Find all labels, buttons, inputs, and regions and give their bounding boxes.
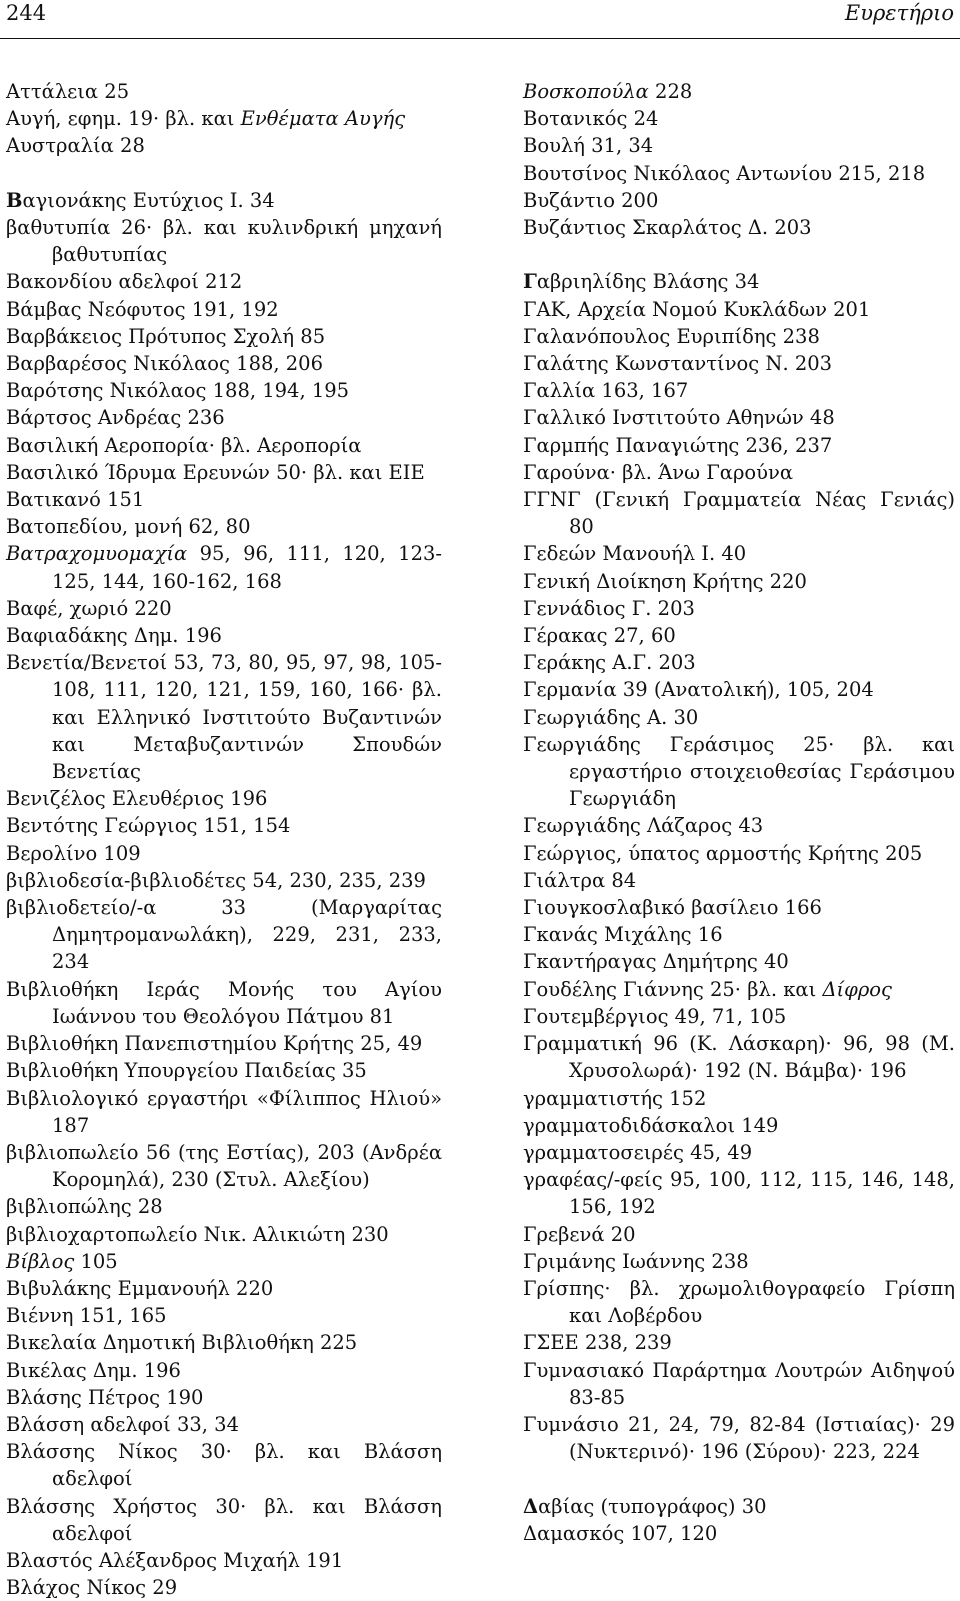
index-entry [6,377,442,404]
index-entry [6,187,442,214]
index-entry-text: Γρεβενά 20 [523,1222,636,1246]
index-entry [523,840,955,867]
index-entry-text: Βουτσίνος Νικόλαος Αντωνίου 215, 218 [523,161,926,185]
index-entry-text: Γυμνασιακό Παράρτημα Λουτρών Αιδηψού 83-85 [523,1358,955,1409]
index-entry [6,296,442,323]
index-entry [523,132,955,159]
index-entry-text: βιβλιοπωλείο 56 (της Εστίας), 203 (Ανδρέα Κορομηλά), 230 (Στυλ. Αλεξίου) [6,1140,442,1192]
index-entry-text: Γκανάς Μιχάλης 16 [523,923,723,947]
index-entry [6,1357,442,1384]
header-rule [0,38,960,39]
index-entry [523,812,955,839]
section-gap [523,241,955,268]
index-entry [523,432,955,459]
index-entry [523,867,955,894]
index-entry [523,78,955,105]
index-entry [523,1166,955,1220]
index-entry-text: Βλάσης Πέτρος 190 [6,1385,204,1409]
index-entry-text: αβίας (τυπογράφος) 30 [538,1494,767,1518]
index-entry-text: 105 [74,1249,118,1273]
index-entry [523,1221,955,1248]
index-entry-text: Δ [523,1494,539,1518]
index-entry-text: Βυζάντιο 200 [523,188,659,212]
index-entry-text: Γεράκης Α.Γ. 203 [523,651,696,675]
index-entry [6,785,442,812]
index-entry [523,676,955,703]
index-entry-text: Γενική Διοίκηση Κρήτης 220 [523,569,807,593]
index-entry [523,1112,955,1139]
index-entry-text: βαθυτυπία 26· βλ. και κυλινδρική μηχανή βαθυτυπίας [6,216,442,267]
index-entry [6,1493,442,1547]
page-header [6,0,954,40]
index-entry-text: Αττάλεια 25 [6,80,130,103]
index-entry-text: Γρίσπης· βλ. χρωμολιθογραφείο Γρίσπη και Λοβέρδου [523,1276,955,1328]
index-entry [523,1493,955,1520]
index-entry [6,1302,442,1329]
index-entry-text: Γεωργιάδης Γεράσιμος 25· βλ. και εργαστήριο στοιχειοθεσίας Γεράσιμου Γεωργιάδη [523,732,955,811]
index-entry [6,649,442,785]
index-entry-text: Ενθέματα Αυγής [240,107,406,131]
index-entry-text: Γεωργιάδης Λάζαρος 43 [523,814,764,838]
index-entry-text: Βατοπεδίου, μονή 62, 80 [6,515,251,539]
index-entry-text: 95, 96, 111, 120, 123-125, 144, 160-162, 168 [52,542,442,593]
index-entry-text: Βιβυλάκης Εμμανουήλ 220 [6,1276,274,1300]
index-entry [523,1520,955,1547]
index-entry [6,432,442,459]
index-entry [6,1139,442,1193]
index-entry [523,1030,955,1084]
index-entry [6,1384,442,1411]
index-entry-text: Γαλανόπουλος Ευριπίδης 238 [523,324,820,348]
index-entry [523,350,955,377]
index-entry [523,540,955,567]
index-entry [523,1248,955,1275]
index-column-right [523,78,955,1547]
section-gap [6,160,442,187]
index-entry [6,459,442,486]
index-entry-text: γραμματοσειρές 45, 49 [523,1140,753,1164]
index-entry-text: γραμματοδιδάσκαλοι 149 [523,1113,779,1137]
index-entry-text: Γ [523,270,537,294]
index-entry [523,649,955,676]
index-entry [523,323,955,350]
index-entry [523,160,955,187]
index-entry-text: Γυμνάσιο 21, 24, 79, 82-84 (Ιστιαίας)· 29 (Νυκτερινό)· 196 (Σύρου)· 223, 224 [523,1412,955,1464]
index-entry-text: Γέρακας 27, 60 [523,624,676,648]
index-entry [6,1248,442,1275]
index-entry [523,214,955,241]
index-entry-text: Γαλάτης Κωνσταντίνος Ν. 203 [523,352,833,376]
index-entry [6,1574,442,1601]
index-entry-text: βιβλιοδεσία-βιβλιοδέτες 54, 230, 235, 239 [6,868,426,892]
index-entry [6,350,442,377]
index-entry-text: Βίβλος [6,1249,75,1273]
index-entry [6,1193,442,1220]
index-entry-text: Γιουγκοσλαβικό βασίλειο 166 [523,896,822,920]
index-entry [6,132,442,159]
index-entry-text: Αυστραλία 28 [6,134,145,158]
index-entry [523,486,955,540]
index-entry [6,1221,442,1248]
index-entry-text: Γουτεμβέργιος 49, 71, 105 [523,1004,787,1028]
index-entry-text: Βασιλικό Ίδρυμα Ερευνών 50· βλ. και ΕΙΕ [6,460,425,484]
index-entry [6,1411,442,1438]
index-entry [6,812,442,839]
index-entry [6,513,442,540]
index-entry-text: Γαλλικό Ινστιτούτο Αθηνών 48 [523,406,835,430]
index-entry-text: Γαρούνα· βλ. Άνω Γαρούνα [523,460,794,484]
index-entry [523,187,955,214]
index-entry-text: Βιβλιολογικό εργαστήρι «Φίλιππος Ηλιού» 187 [6,1086,442,1137]
index-entry-text: Γεώργιος, ύπατος αρμοστής Κρήτης 205 [523,841,923,865]
index-entry-text: Βοτανικός 24 [523,107,659,131]
index-entry [523,704,955,731]
index-entry [6,105,442,132]
index-entry [523,377,955,404]
index-entry-text: Βαφέ, χωριό 220 [6,596,172,620]
index-entry [6,1329,442,1356]
index-entry [6,540,442,594]
index-entry [523,1411,955,1465]
index-entry-text: Βιβλιοθήκη Υπουργείου Παιδείας 35 [6,1059,367,1083]
index-entry [6,622,442,649]
index-entry [6,1547,442,1574]
index-entry-text: ΓΣΕΕ 238, 239 [523,1331,672,1355]
index-entry [523,921,955,948]
running-title: Ευρετήριο [844,1,954,25]
index-entry-text: Βακονδίου αδελφοί 212 [6,270,243,294]
index-entry [523,568,955,595]
index-entry-text: Γουδέλης Γιάννης 25· βλ. και [523,977,823,1001]
index-entry [6,78,442,105]
index-entry [6,976,442,1030]
index-entry [6,1085,442,1139]
index-entry-text: Βαφιαδάκης Δημ. 196 [6,624,222,648]
page-number: 244 [6,1,47,25]
index-entry [523,1357,955,1411]
index-entry-text: Γριμάνης Ιωάννης 238 [523,1249,749,1273]
index-entry-text: ΓΑΚ, Αρχεία Νομού Κυκλάδων 201 [523,297,871,321]
index-entry [523,595,955,622]
index-entry [6,595,442,622]
section-gap [523,1465,955,1492]
index-entry-text: βιβλιοχαρτοπωλείο Νικ. Αλικιώτη 230 [6,1222,389,1246]
index-entry-text: αγιονάκης Ευτύχιος Ι. 34 [22,188,275,212]
index-column-left [6,78,442,1601]
index-entry-text: Βάρτσος Ανδρέας 236 [6,406,225,430]
index-entry-text: Δαμασκός 107, 120 [523,1521,718,1545]
index-entry-text: γραμματιστής 152 [523,1086,707,1110]
index-entry [6,323,442,350]
index-entry [6,894,442,976]
index-entry [6,1275,442,1302]
index-entry [523,731,955,813]
index-entry [6,840,442,867]
index-entry [523,404,955,431]
index-entry-text: Βιέννη 151, 165 [6,1304,167,1328]
index-entry [523,1085,955,1112]
index-entry-text: Γιάλτρα 84 [523,868,637,892]
index-entry [523,622,955,649]
index-entry-text: Βαρβαρέσος Νικόλαος 188, 206 [6,352,323,376]
index-entry [6,268,442,295]
index-entry-text: Βικελαία Δημοτική Βιβλιοθήκη 225 [6,1331,358,1355]
index-entry-text: Βεντότης Γεώργιος 151, 154 [6,814,291,838]
index-entry-text: Βατραχομυομαχία [6,542,188,566]
index-entry-text: ΓΓΝΓ (Γενική Γραμματεία Νέας Γενιάς) 80 [523,488,955,539]
index-entry [523,268,955,295]
index-entry-text: Βυζάντιος Σκαρλάτος Δ. 203 [523,216,812,240]
index-entry-text: Αυγή, εφημ. 19· βλ. και [6,107,241,131]
index-entry [6,867,442,894]
index-entry-text: Γεδεών Μανουήλ Ι. 40 [523,542,747,566]
index-entry-text: Βαρότσης Νικόλαος 188, 194, 195 [6,379,350,403]
index-entry-text: Δίφρος [822,977,892,1001]
index-entry [523,976,955,1003]
index-entry [523,894,955,921]
index-entry-text: Βατικανό 151 [6,488,145,512]
index-entry [523,1329,955,1356]
index-entry-text: γραφέας/-φείς 95, 100, 112, 115, 146, 148, 156, 192 [523,1168,955,1219]
index-entry [6,486,442,513]
index-entry-text: βιβλιοπώλης 28 [6,1195,163,1219]
index-entry-text: Βιβλιοθήκη Ιεράς Μονής του Αγίου Ιωάννου του Θεολόγου Πάτμου 81 [6,977,442,1028]
index-entry-text: Βλάσση αδελφοί 33, 34 [6,1412,239,1436]
index-entry-text: Βλαστός Αλέξανδρος Μιχαήλ 191 [6,1548,344,1572]
index-entry [6,1057,442,1084]
index-entry-text: Βιβλιοθήκη Πανεπιστημίου Κρήτης 25, 49 [6,1032,423,1056]
index-entry [523,1275,955,1329]
index-entry-text: Βικέλας Δημ. 196 [6,1358,181,1382]
index-entry-text: Βενιζέλος Ελευθέριος 196 [6,787,268,811]
index-entry [6,214,442,268]
index-entry-text: Βλάσσης Χρήστος 30· βλ. και Βλάσση αδελφοί [6,1494,442,1545]
index-entry-text: Βαρβάκειος Πρότυπος Σχολή 85 [6,324,326,348]
index-entry-text: Βερολίνο 109 [6,841,141,865]
index-entry [6,1438,442,1492]
index-entry [523,1139,955,1166]
index-entry [6,404,442,431]
index-entry-text: Γαρμπής Παναγιώτης 236, 237 [523,433,833,457]
index-entry [523,105,955,132]
index-entry [523,1003,955,1030]
index-entry [523,296,955,323]
index-entry-text: Βουλή 31, 34 [523,134,654,158]
index-entry-text: Βλάχος Νίκος 29 [6,1576,178,1600]
index-entry-text: Γεωργιάδης Α. 30 [523,705,699,729]
index-entry-text: Γεννάδιος Γ. 203 [523,596,695,620]
index-entry [523,459,955,486]
index-entry [6,1030,442,1057]
index-entry-text: Γαλλία 163, 167 [523,379,689,403]
index-entry-text: Β [6,188,23,212]
index-entry-text: Βλάσσης Νίκος 30· βλ. και Βλάσση αδελφοί [6,1440,442,1491]
index-entry [523,948,955,975]
index-entry-text: Βασιλική Αεροπορία· βλ. Αεροπορία [6,433,362,457]
index-entry-text: Γραμματική 96 (Κ. Λάσκαρη)· 96, 98 (Μ. Χρυσολωρά)· 192 (Ν. Βάμβα)· 196 [523,1032,955,1083]
index-entry-text: βιβλιοδετείο/-α 33 (Μαργαρίτας Δημητρομανωλάκη), 229, 231, 233, 234 [6,896,442,974]
index-entry-text: Γερμανία 39 (Ανατολική), 105, 204 [523,678,874,702]
index-entry-text: Γκαντήραγας Δημήτρης 40 [523,950,789,974]
index-entry-text: αβριηλίδης Βλάσης 34 [536,270,760,294]
index-entry-text: Βοσκοπούλα [523,80,649,103]
index-entry-text: Βενετία/Βενετοί 53, 73, 80, 95, 97, 98, 105-108, 111, 120, 121, 159, 160, 166· βλ. και Ελληνικό Ινστιτούτο Βυζαντινών και Μεταβυζαντινών Σπουδών Βενετίας [6,651,442,784]
index-entry-text: Βάμβας Νεόφυτος 191, 192 [6,297,279,321]
index-entry-text: 228 [648,80,693,103]
